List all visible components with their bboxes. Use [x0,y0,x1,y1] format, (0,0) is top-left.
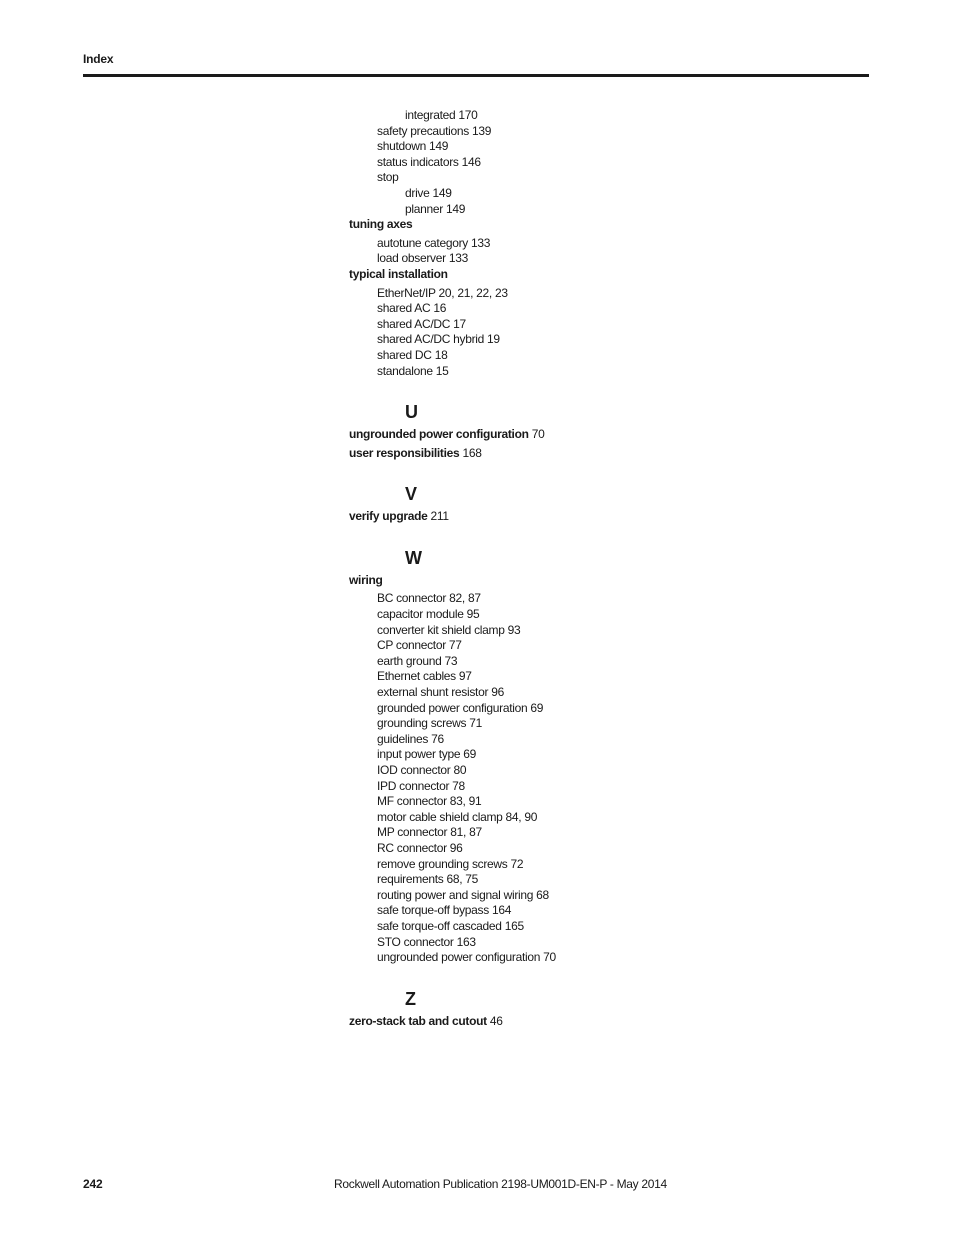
index-subentry: safe torque-off bypass 164 [377,903,512,918]
index-subentry: earth ground 73 [377,653,458,668]
index-entry [349,446,769,462]
index-entry [349,509,769,525]
index-subentry: ungrounded power configuration 70 [377,950,556,965]
index-subentry: BC connector 82, 87 [377,591,481,606]
index-subentry: shared DC 18 [377,347,448,362]
index-subentry: grounding screws 71 [377,716,483,731]
index-subentry: shared AC/DC 17 [377,316,466,331]
index-subentry: standalone 15 [377,363,449,378]
index-entry-tuning-axes: tuning axes [349,217,413,232]
index-pages: 168 [462,445,482,460]
index-pages: 70 [531,427,545,442]
index-pages: 46 [489,1013,503,1028]
index-subentry: requirements 68, 75 [377,872,479,887]
publication-info: Rockwell Automation Publication 2198-UM001D-EN-P - May 2014 [334,1177,667,1191]
index-subentry: shared AC/DC hybrid 19 [377,332,500,347]
index-subentry: capacitor module 95 [377,607,480,622]
index-subentry: CP connector 77 [377,638,462,653]
index-subentry: grounded power configuration 69 [377,700,544,715]
index-subentry: input power type 69 [377,747,477,762]
index-entry-wiring: wiring [349,572,383,587]
index-letter-w: W [405,547,422,568]
index-subentry: planner 149 [405,201,466,216]
index-subentry: guidelines 76 [377,731,444,746]
index-subentry: safe torque-off cascaded 165 [377,918,524,933]
index-letter-v: V [405,484,417,505]
index-term: verify upgrade [349,509,428,524]
index-column [349,108,769,1029]
index-pages: 211 [430,509,449,524]
index-subentry: routing power and signal wiring 68 [377,887,549,902]
index-subentry: stop [377,170,399,185]
index-subentry: status indicators 146 [377,154,481,169]
running-header: Index [83,52,114,66]
index-subentry: MF connector 83, 91 [377,794,482,809]
index-subentry: STO connector 163 [377,934,476,949]
index-subentry: external shunt resistor 96 [377,685,504,700]
index-subentry: EtherNet/IP 20, 21, 22, 23 [377,285,508,300]
index-letter-z: Z [405,988,416,1009]
index-subentry: autotune category 133 [377,235,491,250]
index-entry [349,1014,769,1030]
index-subentry: converter kit shield clamp 93 [377,622,521,637]
index-subentry: load observer 133 [377,251,468,266]
index-entry-typical-installation: typical installation [349,266,448,281]
page-number: 242 [83,1177,103,1191]
index-subentry: shared AC 16 [377,301,447,316]
index-subentry: IOD connector 80 [377,763,467,777]
index-subentry: RC connector 96 [377,840,463,855]
index-subentry: Ethernet cables 97 [377,669,472,684]
index-entry [349,427,769,443]
index-subentry: IPD connector 78 [377,778,465,793]
index-subentry: MP connector 81, 87 [377,825,482,840]
index-term: zero-stack tab and cutout [349,1013,487,1028]
index-subentry: safety precautions 139 [377,123,492,138]
index-subentry: integrated 170 [405,108,478,122]
index-term: user responsibilities [349,445,460,460]
index-letter-u: U [405,402,418,423]
index-subentry: drive 149 [405,185,452,200]
index-subentry: remove grounding screws 72 [377,856,524,871]
index-term: ungrounded power configuration [349,427,529,442]
index-subentry: motor cable shield clamp 84, 90 [377,809,538,824]
index-subentry: shutdown 149 [377,139,449,154]
header-rule [83,74,869,77]
